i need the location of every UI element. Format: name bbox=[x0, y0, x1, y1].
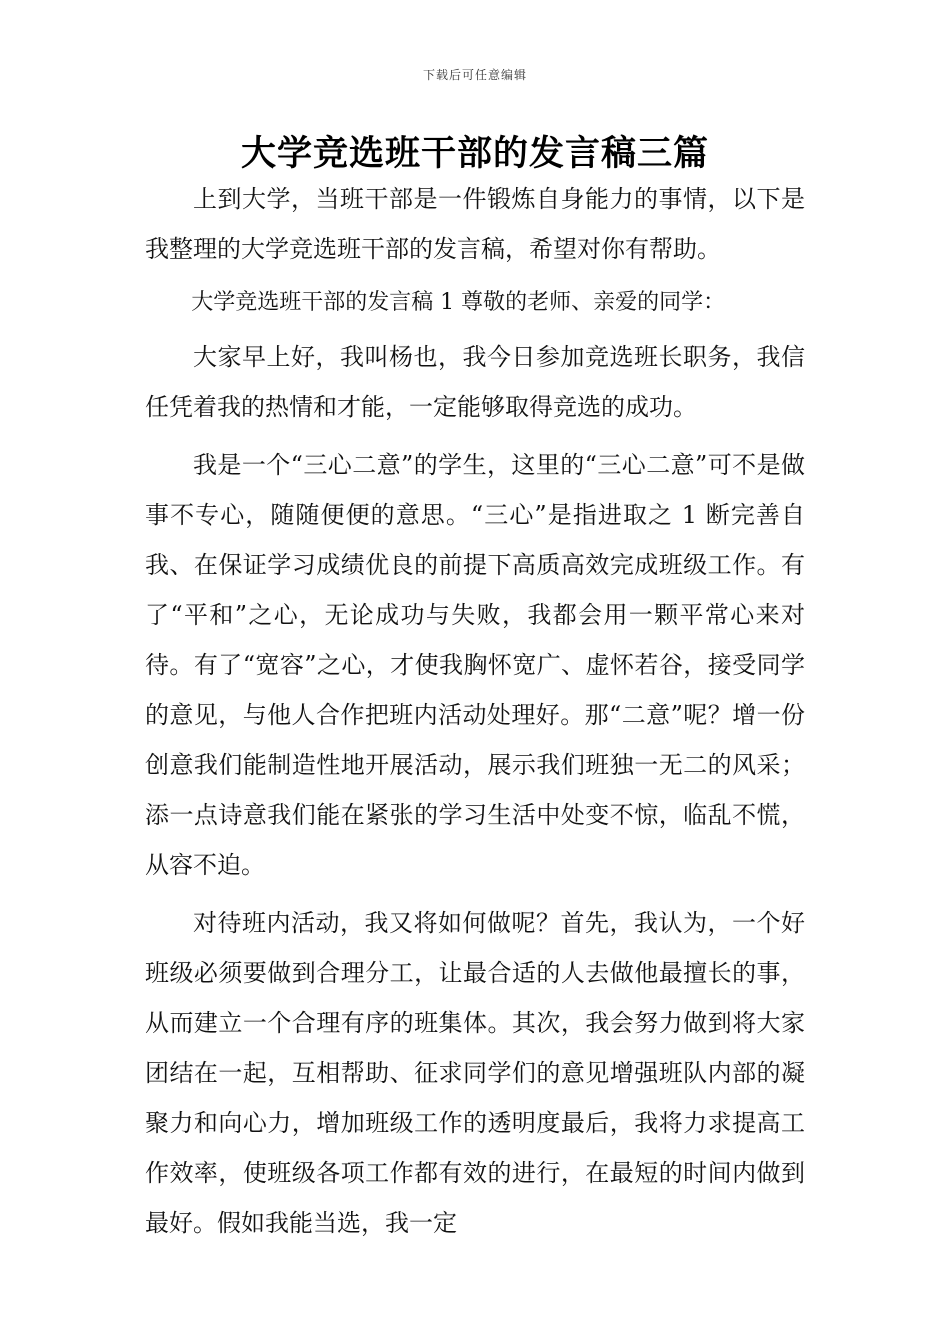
speech-heading-paragraph: 大学竞选班干部的发言稿 1 尊敬的老师、亲爱的同学： bbox=[191, 290, 726, 315]
greeting-paragraph: 大家早上好，我叫杨也，我今日参加竞选班长职务，我信任凭着我的热情和才能，一定能够取得竞选的成功。 bbox=[145, 343, 805, 421]
page-header-note: 下载后可任意编辑 bbox=[422, 68, 527, 82]
document-title: 大学竞选班干部的发言稿三篇 bbox=[240, 134, 709, 174]
body-paragraph: 对待班内活动，我又将如何做呢？首先，我认为，一个好班级必须要做到合理分工，让最合适的人去做他最擅长的事，从而建立一个合理有序的班集体。其次，我会努力做到将大家团结在一起，互相帮助、征求同学们的意见增强班队内部的凝聚力和向心力，增加班级工作的透明度最后，我将力求提高工作效率，使班级各项工作都有效的进行，在最短的时间内做到最好。假如我能当选，我一定 bbox=[145, 909, 805, 1237]
body-paragraph: 我是一个“三心二意”的学生，这里的“三心二意”可不是做事不专心，随随便便的意思。“三心”是指进取之 1 断完善自我、在保证学习成绩优良的前提下高质高效完成班级工作。有了“平和”之心，无论成功与失败，我都会用一颗平常心来对待。有了“宽容”之心，才使我胸怀宽广、虚怀若谷，接受同学的意见，与他人合作把班内活动处理好。那“二意”呢？增一份创意我们能制造性地开展活动，展示我们班独一无二的风采；添一点诗意我们能在紧张的学习生活中处变不惊，临乱不慌，从容不迫。 bbox=[145, 451, 805, 879]
document-body bbox=[145, 174, 805, 1248]
intro-paragraph: 上到大学，当班干部是一件锻炼自身能力的事情，以下是我整理的大学竞选班干部的发言稿，希望对你有帮助。 bbox=[145, 185, 805, 263]
